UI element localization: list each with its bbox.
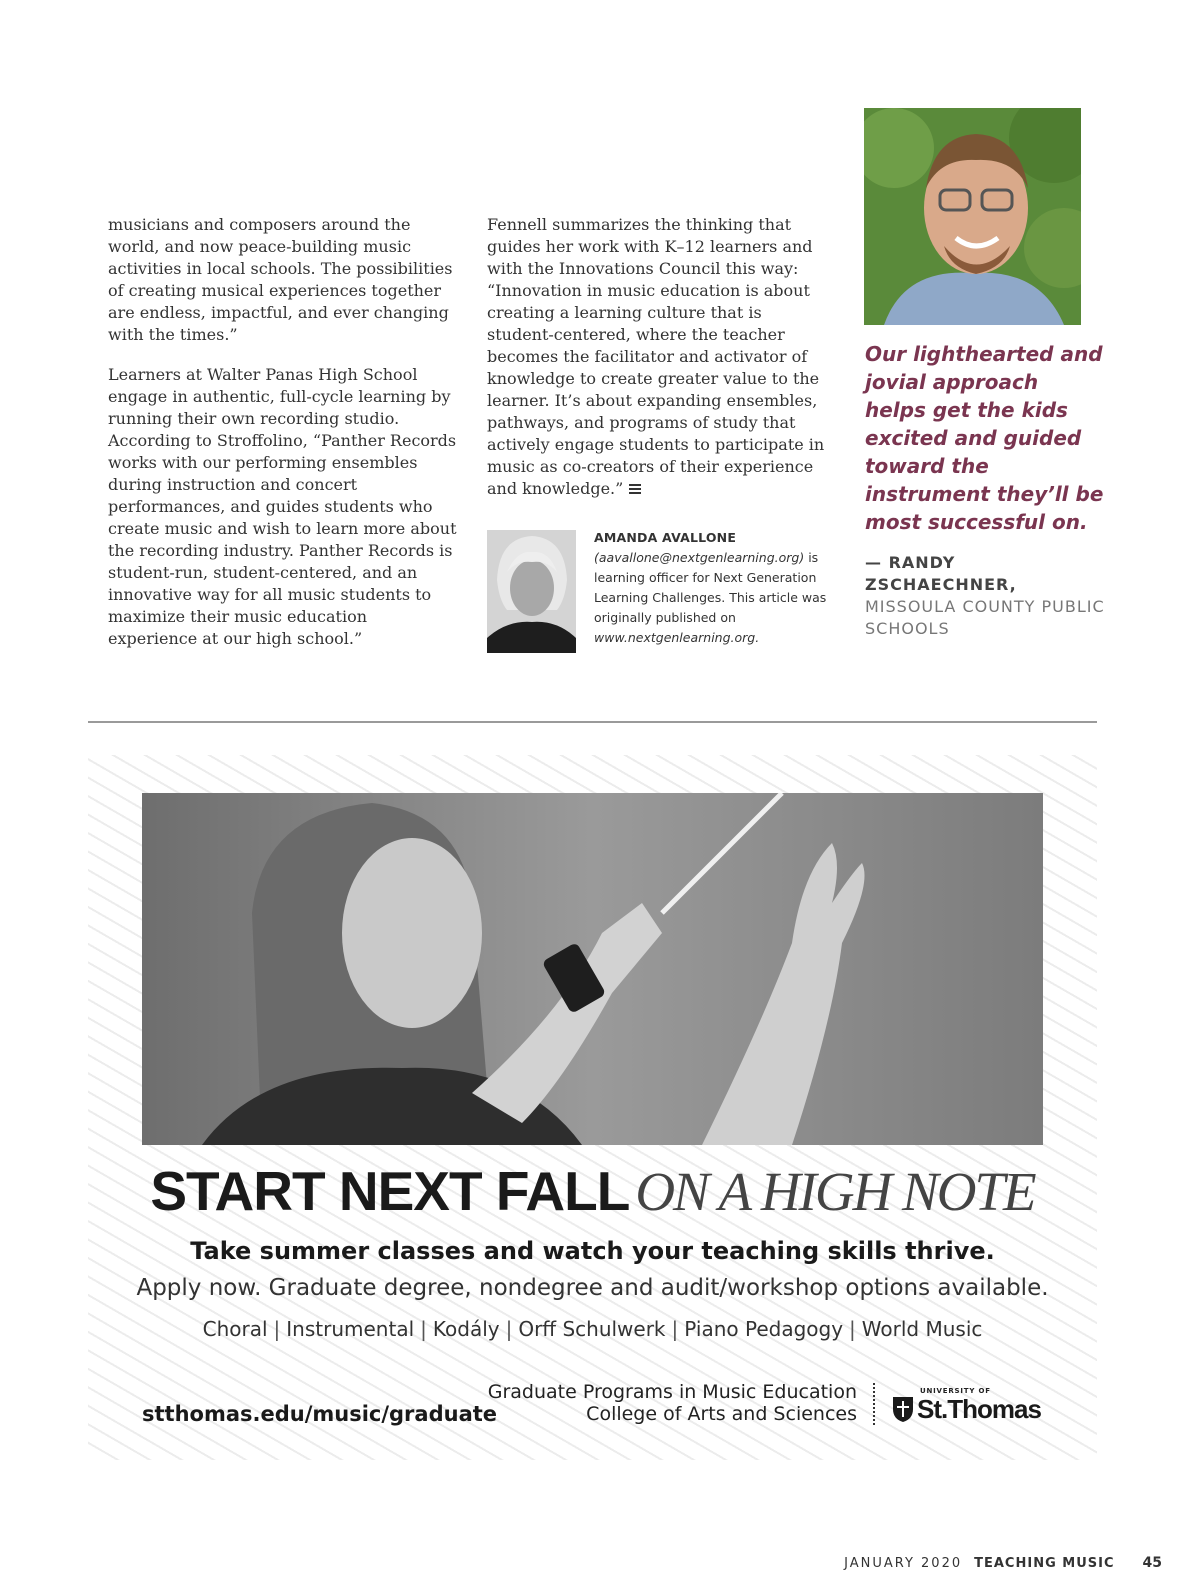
ad-logo-separator — [873, 1383, 875, 1425]
author-email: (aavallone@nextgenlearning.org) — [594, 550, 805, 565]
pull-quote: Our lighthearted and jovial approach helps get the kids excited and guided toward the instrument they’ll be most successful on. — [865, 342, 1104, 534]
section-divider — [88, 721, 1097, 723]
ad-website-link[interactable]: stthomas.edu/music/graduate — [142, 1402, 498, 1426]
author-name: AMANDA AVALLONE — [594, 530, 737, 545]
article-paragraph — [487, 214, 827, 500]
subject-item: Kodály — [432, 1317, 500, 1341]
quote-attribution — [865, 552, 1105, 640]
footer-magazine-title: TEACHING MUSIC — [974, 1556, 1115, 1571]
end-of-article-icon — [629, 484, 641, 495]
author-description: is learning officer for Next Generation Learning Challenges. This article was originally published on — [594, 550, 827, 625]
author-bio-text — [594, 548, 834, 648]
subject-item: Choral — [202, 1317, 268, 1341]
ad-headline — [88, 1159, 1097, 1223]
subject-separator: | — [273, 1317, 281, 1341]
page-footer — [844, 1555, 1162, 1571]
author-website: www.nextgenlearning.org. — [594, 630, 760, 645]
quote-subject-photo — [864, 108, 1081, 325]
advertisement — [88, 755, 1097, 1460]
article-paragraph: musicians and composers around the world, and now peace-building music activities in local schools. The possibilities of creating musical experiences together are endless, impactful, and ever changing with the times.” — [108, 215, 453, 344]
author-photo — [487, 530, 576, 653]
university-logo — [891, 1387, 1051, 1427]
ad-subheadline: Take summer classes and watch your teaching skills thrive. — [190, 1237, 995, 1265]
subject-item: World Music — [861, 1317, 983, 1341]
author-bio — [594, 528, 834, 648]
ad-subject-list — [88, 1317, 1097, 1341]
subject-separator: | — [420, 1317, 427, 1341]
ad-headline-bold: START NEXT FALL — [150, 1160, 630, 1222]
article-paragraph: Learners at Walter Panas High School engage in authentic, full-cycle learning by running their own recording studio. According to Stroffolino, “Panther Records works with our performing ensembles during instruction and concert performances, and guides students who create music and wish to learn more about the recording industry. Panther Records is student-run, student-centered, and an innovative way for all music students to maximize their music education experience at our high school.” — [108, 365, 457, 648]
ad-program-line: College of Arts and Sciences — [586, 1403, 857, 1425]
subject-item: Instrumental — [286, 1317, 415, 1341]
page-number: 45 — [1142, 1555, 1162, 1571]
article-paragraph-text: Fennell summarizes the thinking that guides her work with K–12 learners and with the Innovations Council this way: “Innovation in music education is about creating a learning culture that is student-centered, where the teacher becomes the facilitator and activator of knowledge to create greater value to the learner. It’s about expanding ensembles, pathways, and programs of study that actively engage students to participate in music as co-creators of their experience and knowledge.” — [487, 215, 825, 498]
subject-separator: | — [671, 1317, 679, 1341]
ad-apply-text: Apply now. Graduate degree, nondegree and audit/workshop options available. — [136, 1275, 1049, 1301]
subject-item: Piano Pedagogy — [684, 1317, 844, 1341]
article-column-2 — [487, 214, 827, 518]
logo-small-text: UNIVERSITY OF — [920, 1387, 991, 1395]
subject-item: Orff Schulwerk — [518, 1317, 666, 1341]
quote-attribution-org: MISSOULA COUNTY PUBLIC SCHOOLS — [865, 597, 1105, 638]
subject-separator: | — [849, 1317, 856, 1341]
article-column-1 — [108, 214, 458, 668]
crest-icon — [891, 1395, 915, 1423]
subject-separator: | — [505, 1317, 513, 1341]
quote-attribution-name: — RANDY ZSCHAECHNER, — [865, 553, 1017, 594]
logo-name: St.Thomas — [917, 1394, 1041, 1424]
ad-photo-conductor — [142, 793, 1043, 1145]
ad-headline-italic: ON A HIGH NOTE — [635, 1161, 1035, 1222]
footer-date: JANUARY 2020 — [844, 1556, 963, 1571]
ad-program-info — [488, 1381, 857, 1425]
ad-program-line: Graduate Programs in Music Education — [487, 1381, 857, 1403]
